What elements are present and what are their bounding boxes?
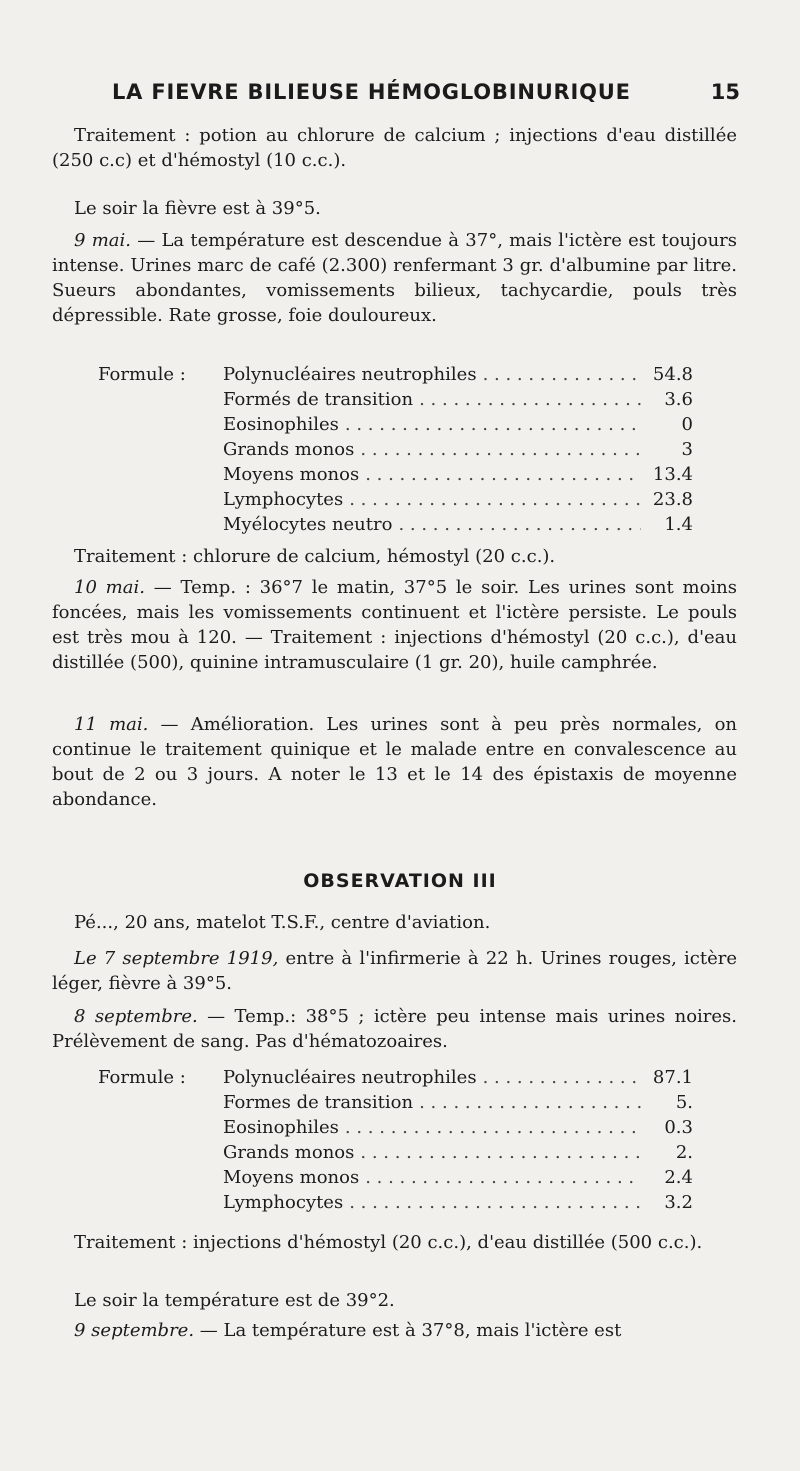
paragraph-evening-temp: Le soir la température est de 39°2. (74, 1290, 395, 1311)
cell-value: 5. (675, 1092, 693, 1113)
paragraph-treatment-3: Traitement : injections d'hémostyl (20 c.c.), d'eau distillée (500 c.c.). (74, 1232, 703, 1253)
formula-row (223, 437, 693, 462)
cell-value: 3.6 (664, 389, 693, 410)
leader-dots (365, 1165, 641, 1190)
page-number: 15 (710, 80, 740, 104)
paragraph-11-mai (52, 712, 737, 812)
leader-dots (345, 1115, 641, 1140)
leader-dots (349, 487, 641, 512)
cell-type: Eosinophiles (223, 1117, 339, 1138)
paragraph-8-septembre-text: — Temp.: 38°5 ; ictère peu intense mais urines noires. Prélèvement de sang. Pas d'hématozoaires. (52, 1006, 737, 1052)
formula-label: Formule : (98, 1067, 186, 1088)
leader-dots (419, 387, 641, 412)
leader-dots (345, 412, 641, 437)
cell-type: Moyens monos (223, 1167, 360, 1188)
formula-row (223, 462, 693, 487)
cell-type: Formés de transition (223, 389, 414, 410)
leader-dots (398, 512, 641, 537)
paragraph-treatment-2: Traitement : chlorure de calcium, hémostyl (20 c.c.). (74, 546, 556, 567)
formula-row (223, 387, 693, 412)
cell-value: 23.8 (652, 489, 693, 510)
formula-row (223, 1140, 693, 1165)
leader-dots (360, 1140, 641, 1165)
paragraph-9-septembre-text: — La température est à 37°8, mais l'ictère est (194, 1320, 622, 1341)
paragraph-7-septembre-text: entre à l'infirmerie à 22 h. Urines rouges, ictère léger, fièvre à 39°5. (52, 948, 737, 994)
date-9-septembre: 9 septembre. (74, 1320, 195, 1341)
formula-row (223, 1115, 693, 1140)
formula-row (223, 1165, 693, 1190)
leader-dots (419, 1090, 641, 1115)
paragraph-9-septembre (52, 1318, 737, 1343)
date-11-mai: 11 mai. (74, 714, 149, 735)
paragraph-patient: Pé..., 20 ans, matelot T.S.F., centre d'aviation. (74, 912, 491, 933)
leader-dots (349, 1190, 641, 1215)
cell-value: 2. (675, 1142, 693, 1163)
cell-type: Eosinophiles (223, 414, 339, 435)
cell-value: 0 (681, 414, 693, 435)
leader-dots (483, 362, 641, 387)
formula-rows (223, 362, 693, 537)
cell-type: Polynucléaires neutrophiles (223, 1067, 477, 1088)
paragraph-9-mai-text: — La température est descendue à 37°, mais l'ictère est toujours intense. Urines marc de café (2.300) renfermant 3 gr. d'albumine par litre. Sueurs abondantes, vomissements bilieux, tachycardie, pouls très dépressible. Rate grosse, foie douloureux. (52, 230, 738, 326)
cell-value: 1.4 (664, 514, 693, 535)
cell-type: Myélocytes neutro (223, 514, 393, 535)
paragraph-9-mai (52, 228, 737, 328)
formula-row (223, 512, 693, 537)
paragraph-evening-fever: Le soir la fièvre est à 39°5. (74, 198, 321, 219)
formula-row (223, 1065, 693, 1090)
formula-row (223, 1190, 693, 1215)
cell-value: 54.8 (652, 364, 693, 385)
date-9-mai: 9 mai. (74, 230, 131, 251)
cell-type: Grands monos (223, 1142, 355, 1163)
cell-type: Grands monos (223, 439, 355, 460)
paragraph-11-mai-text: — Amélioration. Les urines sont à peu près normales, on continue le traitement quinique et le malade entre en convalescence au bout de 2 ou 3 jours. A noter le 13 et le 14 des épistaxis de moyenne abondance. (52, 714, 737, 810)
date-8-septembre: 8 septembre. (74, 1006, 198, 1027)
cell-type: Lymphocytes (223, 489, 344, 510)
date-7-septembre: Le 7 septembre 1919, (74, 948, 279, 969)
cell-type: Polynucléaires neutrophiles (223, 364, 477, 385)
leader-dots (483, 1065, 641, 1090)
cell-value: 2.4 (664, 1167, 693, 1188)
cell-value: 87.1 (652, 1067, 693, 1088)
leader-dots (360, 437, 641, 462)
observation-heading: OBSERVATION III (303, 870, 497, 892)
paragraph-10-mai (52, 575, 737, 675)
formula-row (223, 412, 693, 437)
leader-dots (365, 462, 641, 487)
cell-value: 3.2 (664, 1192, 693, 1213)
paragraph-10-mai-text: — Temp. : 36°7 le matin, 37°5 le soir. Les urines sont moins foncées, mais les vomissements continuent et l'ictère persiste. Le pouls est très mou à 120. — Traitement : injections d'hémostyl (20 c.c.), d'eau distillée (500), quinine intramusculaire (1 gr. 20), huile camphrée. (52, 577, 737, 673)
cell-type: Formes de transition (223, 1092, 414, 1113)
running-header-title: LA FIEVRE BILIEUSE HÉMOGLOBINURIQUE (112, 80, 631, 104)
cell-type: Moyens monos (223, 464, 360, 485)
cell-value: 3 (681, 439, 693, 460)
paragraph-8-septembre (52, 1004, 737, 1054)
date-10-mai: 10 mai. (74, 577, 145, 598)
cell-value: 0.3 (664, 1117, 693, 1138)
paragraph-treatment-1: Traitement : potion au chlorure de calcium ; injections d'eau distillée (250 c.c) et d'hémostyl (10 c.c.). (52, 125, 737, 171)
formula-rows (223, 1065, 693, 1215)
cell-value: 13.4 (652, 464, 693, 485)
paragraph-7-septembre (52, 946, 737, 996)
formula-row (223, 487, 693, 512)
cell-type: Lymphocytes (223, 1192, 344, 1213)
formula-row (223, 362, 693, 387)
formula-row (223, 1090, 693, 1115)
formula-label: Formule : (98, 364, 186, 385)
